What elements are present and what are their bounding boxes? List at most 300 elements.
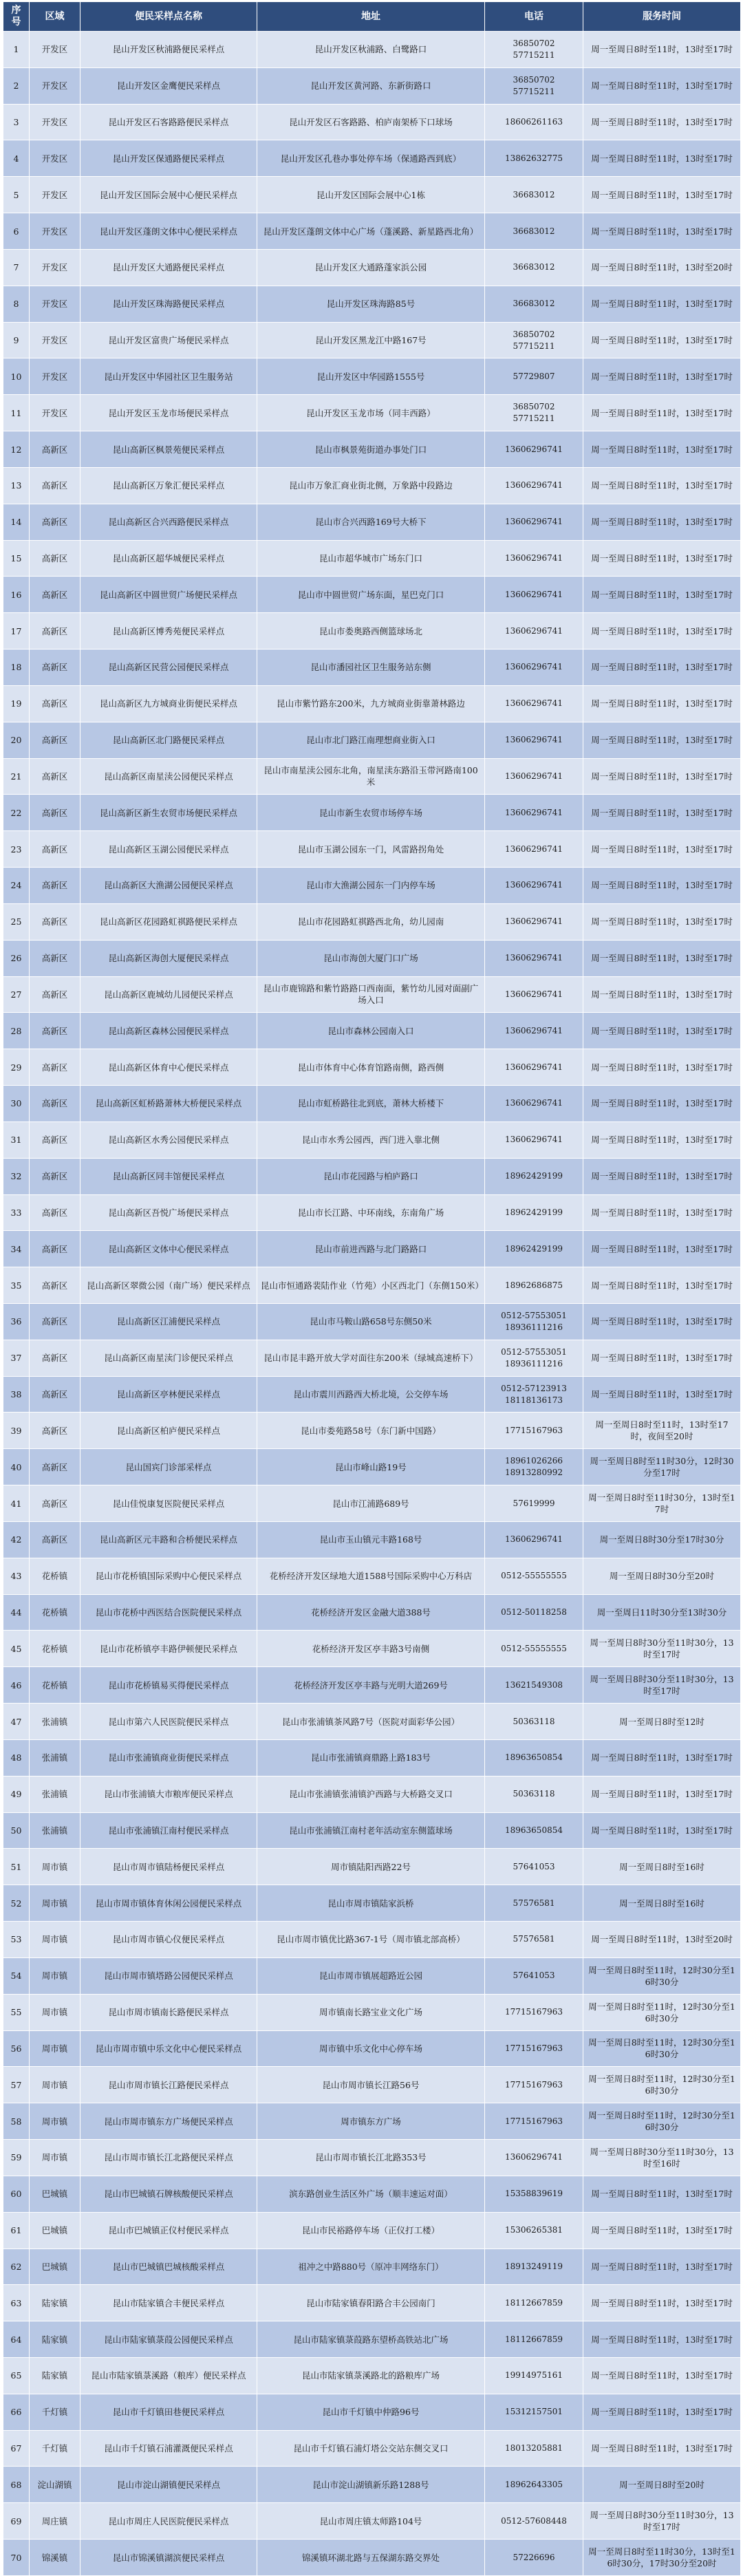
cell-hours: 周一至周日8时至11时，13时至17时 [583,1303,741,1340]
cell-phone: 18606261163 [485,104,583,140]
cell-area: 开发区 [30,395,80,431]
cell-name: 昆山开发区蓬朗文体中心便民采样点 [80,213,257,250]
cell-area: 高新区 [30,1449,80,1485]
table-row [3,613,741,650]
cell-name: 昆山高新区元丰路和合桥便民采样点 [80,1521,257,1558]
cell-phone: 17715167963 [485,2067,583,2103]
cell-name: 昆山高新区合兴西路便民采样点 [80,504,257,540]
cell-hours: 周一至周日8时至11时，13时至17时 [583,1158,741,1194]
cell-no: 15 [3,540,30,577]
cell-address: 昆山市娄奥路西侧篮球场北 [257,613,485,650]
cell-hours: 周一至周日8时至11时，13时至17时 [583,831,741,868]
cell-no: 7 [3,249,30,286]
cell-name: 昆山高新区北门路便民采样点 [80,722,257,758]
cell-name: 昆山开发区大通路便民采样点 [80,249,257,286]
cell-hours: 周一至周日8时至11时，13时至17时 [583,1340,741,1376]
cell-no: 5 [3,177,30,213]
cell-area: 周市镇 [30,1957,80,1994]
table-row [3,2103,741,2140]
cell-area: 高新区 [30,1194,80,1231]
cell-area: 高新区 [30,1267,80,1304]
cell-hours: 周一至周日8时至11时，13时至17时 [583,1812,741,1849]
cell-no: 39 [3,1413,30,1449]
cell-no: 56 [3,2030,30,2067]
cell-phone: 36683012 [485,213,583,250]
cell-hours: 周一至周日8时至11时，13时至17时 [583,2176,741,2212]
cell-phone: 13606296741 [485,613,583,650]
cell-address: 昆山市陆家镇春阳路合丰公园南门 [257,2285,485,2321]
header-no: 序号 [3,2,30,32]
cell-address: 昆山市震川西路西大桥北境，公交停车场 [257,1376,485,1413]
cell-area: 高新区 [30,940,80,976]
cell-phone: 18962643305 [485,2467,583,2503]
cell-area: 高新区 [30,431,80,468]
cell-address: 昆山市万象汇商业街北侧，万象路中段路边 [257,467,485,504]
cell-area: 开发区 [30,140,80,177]
table-row [3,1994,741,2030]
cell-hours: 周一至周日8时至11时，13时至17时 [583,177,741,213]
cell-name: 昆山市周市镇中乐文化中心便民采样点 [80,2030,257,2067]
cell-phone: 15358839619 [485,2176,583,2212]
cell-no: 14 [3,504,30,540]
cell-area: 周市镇 [30,1885,80,1922]
cell-name: 昆山市周庄人民医院便民采样点 [80,2503,257,2540]
cell-name: 昆山市周市镇塔路公园便民采样点 [80,1957,257,1994]
cell-address: 昆山市合兴西路169号大桥下 [257,504,485,540]
cell-area: 高新区 [30,722,80,758]
cell-no: 57 [3,2067,30,2103]
cell-phone: 15312157501 [485,2394,583,2430]
table-row [3,1521,741,1558]
cell-area: 高新区 [30,903,80,940]
cell-address: 昆山市张浦镇茶风路7号（医院对面彩华公园） [257,1704,485,1740]
cell-phone: 57576581 [485,1922,583,1958]
cell-name: 昆山高新区吾悦广场便民采样点 [80,1194,257,1231]
cell-hours: 周一至周日8时至11时，13时至17时 [583,467,741,504]
cell-no: 31 [3,1121,30,1158]
cell-no: 67 [3,2430,30,2467]
cell-hours: 周一至周日8时至12时 [583,1704,741,1740]
table-row [3,249,741,286]
cell-hours: 周一至周日8时至11时，13时至17时 [583,2248,741,2285]
table-row [3,868,741,904]
cell-name: 昆山国宾门诊部采样点 [80,1449,257,1485]
cell-area: 周市镇 [30,2140,80,2176]
cell-hours: 周一至周日8时至11时，13时至17时 [583,358,741,395]
cell-no: 48 [3,1739,30,1776]
cell-no: 60 [3,2176,30,2212]
cell-area: 高新区 [30,758,80,795]
table-row [3,2176,741,2212]
table-row [3,1704,741,1740]
cell-phone: 57226696 [485,2540,583,2576]
table-row [3,685,741,722]
cell-name: 昆山市淀山湖镇便民采样点 [80,2467,257,2503]
cell-phone: 36850702 57715211 [485,322,583,358]
cell-name: 昆山开发区富贵广场便民采样点 [80,322,257,358]
cell-area: 开发区 [30,249,80,286]
table-row [3,467,741,504]
cell-hours: 周一至周日8时至11时30分，13时至17时 [583,1485,741,1522]
cell-no: 12 [3,431,30,468]
cell-no: 38 [3,1376,30,1413]
cell-hours: 周一至周日8时至11时，13时至17时 [583,1086,741,1122]
cell-address: 昆山市海创大厦门口广场 [257,940,485,976]
cell-area: 张浦镇 [30,1704,80,1740]
table-row [3,1194,741,1231]
cell-hours: 周一至周日8时至11时，13时至20时 [583,1922,741,1958]
cell-address: 昆山市千灯镇中仲路96号 [257,2394,485,2430]
cell-phone: 18112667859 [485,2285,583,2321]
cell-hours: 周一至周日8时至11时，13时至17时 [583,1231,741,1267]
table-row [3,1849,741,1885]
cell-address: 昆山市潘园社区卫生服务站东侧 [257,650,485,686]
cell-address: 昆山市陆家镇菉葭路东望桥高铁站北广场 [257,2321,485,2358]
cell-name: 昆山市花桥镇易买得便民采样点 [80,1667,257,1704]
cell-phone: 13862632775 [485,140,583,177]
cell-phone: 17715167963 [485,1413,583,1449]
cell-hours: 周一至周日8时至11时，13时至17时 [583,2285,741,2321]
cell-name: 昆山市陆家镇菉葭公园便民采样点 [80,2321,257,2358]
cell-area: 开发区 [30,322,80,358]
cell-address: 昆山市大渔湖公园东一门内停车场 [257,868,485,904]
cell-phone: 13606296741 [485,868,583,904]
cell-address: 昆山市鹿锦路和紫竹路路口西南面，紫竹幼儿园对面副广场入口 [257,976,485,1013]
header-hours: 服务时间 [583,2,741,32]
cell-phone: 13606296741 [485,758,583,795]
cell-no: 51 [3,1849,30,1885]
cell-hours: 周一至周日8时至11时30分，13时至16时30分，17时30分至20时 [583,2540,741,2576]
cell-area: 巴城镇 [30,2248,80,2285]
cell-no: 24 [3,868,30,904]
cell-name: 昆山市第六人民医院便民采样点 [80,1704,257,1740]
cell-name: 昆山市花桥中西医结合医院便民采样点 [80,1594,257,1631]
cell-area: 高新区 [30,1086,80,1122]
table-row [3,1776,741,1812]
cell-address: 昆山市周市镇优比路367-1号（周市镇北部高桥） [257,1922,485,1958]
cell-phone: 13606296741 [485,940,583,976]
cell-hours: 周一至周日8时至11时，13时至17时 [583,1049,741,1086]
cell-name: 昆山市千灯镇田巷便民采样点 [80,2394,257,2430]
cell-area: 陆家镇 [30,2285,80,2321]
cell-name: 昆山高新区万象汇便民采样点 [80,467,257,504]
cell-name: 昆山市周市镇陆杨便民采样点 [80,1849,257,1885]
cell-address: 昆山市淀山湖镇新乐路1288号 [257,2467,485,2503]
cell-name: 昆山开发区石客路路便民采样点 [80,104,257,140]
cell-name: 昆山市陆家镇合丰便民采样点 [80,2285,257,2321]
cell-area: 高新区 [30,1521,80,1558]
cell-address: 昆山开发区玉龙市场（同丰西路） [257,395,485,431]
cell-name: 昆山高新区文体中心便民采样点 [80,1231,257,1267]
cell-address: 周市镇中乐文化中心停车场 [257,2030,485,2067]
cell-no: 13 [3,467,30,504]
cell-hours: 周一至周日8时至11时，13时至17时 [583,940,741,976]
cell-name: 昆山市巴城镇石牌核酸便民采样点 [80,2176,257,2212]
cell-no: 65 [3,2358,30,2394]
cell-address: 昆山市南星渎公园东北角，南星渎东路沿玉带河路南100米 [257,758,485,795]
table-body [3,32,741,2576]
cell-no: 18 [3,650,30,686]
cell-hours: 周一至周日8时至11时，13时至17时 [583,758,741,795]
table-row [3,722,741,758]
cell-area: 周市镇 [30,2030,80,2067]
cell-area: 高新区 [30,1303,80,1340]
cell-address: 昆山市昆丰路开放大学对面往东200米（绿城高速桥下） [257,1340,485,1376]
cell-name: 昆山高新区玉湖公园便民采样点 [80,831,257,868]
table-row [3,976,741,1013]
cell-no: 47 [3,1704,30,1740]
table-row [3,1086,741,1122]
cell-address: 花桥经济开发区绿地大道1588号国际采购中心万科店 [257,1558,485,1594]
cell-no: 43 [3,1558,30,1594]
cell-phone: 13606296741 [485,431,583,468]
cell-area: 花桥镇 [30,1631,80,1667]
cell-address: 昆山市玉湖公园东一门，风雷路拐角处 [257,831,485,868]
cell-area: 开发区 [30,358,80,395]
cell-hours: 周一至周日8时至11时，12时30分至16时30分 [583,1957,741,1994]
cell-area: 千灯镇 [30,2430,80,2467]
cell-phone: 36850702 57715211 [485,395,583,431]
cell-phone: 57729807 [485,358,583,395]
cell-hours: 周一至周日8时至11时，13时至17时 [583,213,741,250]
cell-no: 52 [3,1885,30,1922]
cell-address: 昆山开发区中华园路1555号 [257,358,485,395]
cell-hours: 周一至周日8时至11时，13时至17时 [583,2394,741,2430]
table-row [3,286,741,322]
cell-hours: 周一至周日8时至11时，13时至17时 [583,395,741,431]
cell-phone: 13606296741 [485,1013,583,1049]
cell-address: 昆山开发区黄河路、东新街路口 [257,67,485,104]
cell-phone: 13606296741 [485,1086,583,1122]
cell-address: 昆山市森林公园南入口 [257,1013,485,1049]
cell-address: 昆山市周庄镇太师路104号 [257,2503,485,2540]
table-row [3,2140,741,2176]
cell-phone: 13606296741 [485,722,583,758]
cell-no: 30 [3,1086,30,1122]
cell-phone: 13606296741 [485,795,583,831]
cell-name: 昆山市周市镇长江路便民采样点 [80,2067,257,2103]
cell-name: 昆山高新区九方城商业街便民采样点 [80,685,257,722]
cell-no: 36 [3,1303,30,1340]
cell-name: 昆山市张浦镇江南村便民采样点 [80,1812,257,1849]
cell-hours: 周一至周日8时至11时，13时至17时 [583,140,741,177]
cell-name: 昆山高新区森林公园便民采样点 [80,1013,257,1049]
cell-area: 张浦镇 [30,1776,80,1812]
table-row [3,358,741,395]
cell-name: 昆山高新区柏庐便民采样点 [80,1413,257,1449]
cell-area: 高新区 [30,1485,80,1522]
cell-address: 滨东路创业生活区外广场（顺丰速运对面） [257,2176,485,2212]
table-row [3,1558,741,1594]
cell-phone: 13606296741 [485,976,583,1013]
cell-address: 昆山市长江路、中环南线，东南角广场 [257,1194,485,1231]
cell-area: 巴城镇 [30,2212,80,2248]
cell-area: 高新区 [30,1049,80,1086]
cell-address: 昆山市花园路与柏庐路口 [257,1158,485,1194]
table-row [3,903,741,940]
cell-hours: 周一至周日8时至11时，13时至17时 [583,976,741,1013]
cell-phone: 13606296741 [485,540,583,577]
cell-phone: 13606296741 [485,504,583,540]
cell-no: 19 [3,685,30,722]
cell-phone: 36850702 57715211 [485,67,583,104]
cell-hours: 周一至周日8时至11时，13时至17时 [583,2430,741,2467]
cell-no: 27 [3,976,30,1013]
cell-no: 26 [3,940,30,976]
cell-address: 祖冲之中路880号（原冲丰网络东门） [257,2248,485,2285]
cell-address: 昆山市中圆世贸广场东面，星巴克门口 [257,577,485,613]
cell-hours: 周一至周日8时至11时，13时至17时 [583,322,741,358]
cell-phone: 0512-55555555 [485,1558,583,1594]
table-row [3,1812,741,1849]
cell-area: 高新区 [30,831,80,868]
cell-no: 11 [3,395,30,431]
cell-area: 高新区 [30,650,80,686]
cell-no: 70 [3,2540,30,2576]
cell-address: 昆山市水秀公园西，西门进入靠北侧 [257,1121,485,1158]
cell-hours: 周一至周日8时30分至11时30分，13时至17时 [583,2503,741,2540]
cell-no: 6 [3,213,30,250]
cell-hours: 周一至周日8时至11时，13时至17时 [583,67,741,104]
cell-area: 开发区 [30,67,80,104]
cell-hours: 周一至周日8时至11时，13时至17时 [583,1739,741,1776]
cell-no: 28 [3,1013,30,1049]
table-row [3,540,741,577]
header-area: 区域 [30,2,80,32]
cell-area: 开发区 [30,32,80,68]
cell-name: 昆山佳悦康复医院便民采样点 [80,1485,257,1522]
cell-phone: 18013205881 [485,2430,583,2467]
cell-no: 54 [3,1957,30,1994]
cell-phone: 13606296741 [485,1521,583,1558]
cell-no: 34 [3,1231,30,1267]
cell-area: 高新区 [30,540,80,577]
cell-hours: 周一至周日8时至11时，13时至17时 [583,2212,741,2248]
cell-phone: 0512-57608448 [485,2503,583,2540]
table-row [3,2358,741,2394]
cell-address: 周市镇陆阳西路22号 [257,1849,485,1885]
cell-hours: 周一至周日8时至11时，13时至17时 [583,504,741,540]
cell-address: 昆山市北门路江南理想商业街入口 [257,722,485,758]
cell-hours: 周一至周日8时至16时 [583,1849,741,1885]
cell-address: 昆山市枫景苑街道办事处门口 [257,431,485,468]
cell-address: 昆山市虹桥路往北到底，萧林大桥楼下 [257,1086,485,1122]
cell-address: 昆山开发区黑龙江中路167号 [257,322,485,358]
cell-name: 昆山高新区水秀公园便民采样点 [80,1121,257,1158]
table-row [3,431,741,468]
cell-name: 昆山市千灯镇石浦灌溉便民采样点 [80,2430,257,2467]
cell-no: 25 [3,903,30,940]
cell-address: 昆山市娄苑路58号（东门新中国路） [257,1413,485,1449]
cell-area: 周市镇 [30,1994,80,2030]
table-row [3,2321,741,2358]
table-header [3,2,741,32]
header-address: 地址 [257,2,485,32]
cell-name: 昆山开发区珠海路便民采样点 [80,286,257,322]
cell-name: 昆山市张浦镇商业街便民采样点 [80,1739,257,1776]
cell-name: 昆山高新区花园路虹祺路便民采样点 [80,903,257,940]
table-row [3,1267,741,1304]
cell-hours: 周一至周日8时至11时，13时至17时 [583,286,741,322]
cell-hours: 周一至周日8时30分至11时30分，13时至17时 [583,1631,741,1667]
cell-phone: 13606296741 [485,1049,583,1086]
cell-hours: 周一至周日8时至11时，12时30分至16时30分 [583,2030,741,2067]
cell-address: 昆山市紫竹路东200米，九方城商业街靠萧林路边 [257,685,485,722]
cell-area: 高新区 [30,976,80,1013]
cell-no: 10 [3,358,30,395]
cell-hours: 周一至周日8时至11时，13时至17时 [583,1194,741,1231]
cell-hours: 周一至周日8时至11时，13时至17时 [583,2321,741,2358]
cell-phone: 18112667859 [485,2321,583,2358]
cell-name: 昆山高新区博秀苑便民采样点 [80,613,257,650]
cell-no: 9 [3,322,30,358]
cell-no: 69 [3,2503,30,2540]
cell-hours: 周一至周日8时至11时，13时至17时 [583,868,741,904]
cell-no: 1 [3,32,30,68]
table-row [3,2030,741,2067]
cell-name: 昆山高新区海创大厦便民采样点 [80,940,257,976]
cell-address: 昆山市千灯镇石浦灯塔公交站东侧交叉口 [257,2430,485,2467]
table-row [3,2430,741,2467]
cell-name: 昆山市陆家镇菉溪路（粮库）便民采样点 [80,2358,257,2394]
cell-hours: 周一至周日8时至11时，12时30分至16时30分 [583,1994,741,2030]
table-row [3,1413,741,1449]
cell-name: 昆山开发区国际会展中心便民采样点 [80,177,257,213]
cell-address: 昆山开发区珠海路85号 [257,286,485,322]
cell-phone: 0512-57123913 18118136173 [485,1376,583,1413]
cell-address: 昆山开发区秋浦路、白鹭路口 [257,32,485,68]
cell-area: 花桥镇 [30,1594,80,1631]
cell-no: 2 [3,67,30,104]
cell-no: 58 [3,2103,30,2140]
cell-hours: 周一至周日8时至11时，13时至17时 [583,903,741,940]
cell-name: 昆山市张浦镇大市粮库便民采样点 [80,1776,257,1812]
cell-address: 昆山市周市镇展超路近公园 [257,1957,485,1994]
cell-address: 昆山市周市镇长江北路353号 [257,2140,485,2176]
cell-phone: 13621549308 [485,1667,583,1704]
cell-area: 高新区 [30,467,80,504]
header-row [3,2,741,32]
cell-no: 64 [3,2321,30,2358]
cell-address: 昆山市张浦镇江南村老年活动室东侧篮球场 [257,1812,485,1849]
cell-name: 昆山高新区民营公园便民采样点 [80,650,257,686]
cell-name: 昆山市巴城镇正仪村便民采样点 [80,2212,257,2248]
cell-hours: 周一至周日8时至11时，13时至17时 [583,540,741,577]
cell-no: 44 [3,1594,30,1631]
cell-area: 高新区 [30,1413,80,1449]
table-row [3,1485,741,1522]
cell-no: 37 [3,1340,30,1376]
table-row [3,2467,741,2503]
cell-area: 开发区 [30,104,80,140]
cell-name: 昆山开发区保通路便民采样点 [80,140,257,177]
cell-phone: 57619999 [485,1485,583,1522]
cell-area: 淀山湖镇 [30,2467,80,2503]
cell-no: 66 [3,2394,30,2430]
cell-phone: 13606296741 [485,903,583,940]
cell-area: 周市镇 [30,2103,80,2140]
cell-no: 49 [3,1776,30,1812]
table-row [3,177,741,213]
cell-name: 昆山市花桥镇国际采购中心便民采样点 [80,1558,257,1594]
cell-hours: 周一至周日8时至16时 [583,1885,741,1922]
cell-name: 昆山高新区大渔湖公园便民采样点 [80,868,257,904]
cell-phone: 13606296741 [485,685,583,722]
cell-name: 昆山高新区南星渎门诊便民采样点 [80,1340,257,1376]
table-row [3,67,741,104]
table-row [3,1885,741,1922]
table-row [3,104,741,140]
